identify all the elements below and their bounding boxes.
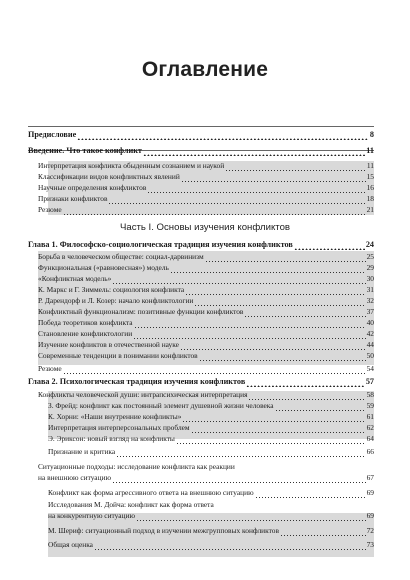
entry-page: 15 [366, 172, 374, 181]
toc-entry[interactable] [38, 263, 374, 273]
entry-title: Классификации видов конфликтных явлений [38, 172, 180, 181]
top-rule [28, 126, 374, 127]
toc-entry[interactable] [38, 285, 374, 295]
toc-entry[interactable] [38, 252, 374, 262]
entry-page: 30 [366, 274, 374, 283]
entry-page: 29 [366, 263, 374, 272]
toc-chapter-2[interactable] [28, 377, 374, 387]
entry-page: 69 [366, 511, 374, 520]
entry-page: 64 [366, 434, 374, 443]
entry-page: 61 [366, 412, 374, 421]
toc-entry[interactable] [48, 526, 374, 536]
leader-dots [275, 402, 366, 411]
leader-dots [205, 253, 366, 262]
toc-entry[interactable] [48, 447, 374, 457]
entry-title: «Конфликтная модель» [38, 274, 112, 283]
entry-title: Победа теоретиков конфликта [38, 318, 133, 327]
entry-title: К. Хорни: «Наши внутренние конфликты» [48, 412, 182, 421]
entry-page: 69 [366, 488, 374, 497]
toc-entry[interactable] [38, 205, 374, 215]
toc-entry[interactable] [38, 329, 374, 339]
entry-page: 16 [366, 183, 374, 192]
entry-page: 42 [366, 329, 374, 338]
toc-entry[interactable] [38, 194, 374, 204]
toc-entry[interactable] [38, 340, 374, 350]
entry-title: К. Маркс и Г. Зиммель: социология конфликта [38, 285, 185, 294]
leader-dots [180, 341, 366, 350]
entry-page: 57 [365, 377, 374, 386]
leader-dots [147, 184, 365, 193]
entry-title: М. Шериф: ситуационный подход в изучении межгрупповых конфликтов [48, 526, 279, 535]
entry-page: 67 [366, 473, 374, 482]
toc-entry-wrapped-start[interactable] [38, 462, 374, 472]
entry-page: 66 [366, 447, 374, 456]
leader-dots [225, 162, 366, 171]
entry-page: 59 [366, 401, 374, 410]
leader-dots [112, 275, 365, 284]
toc-entry[interactable] [48, 511, 374, 521]
entry-title: Конфликт как форма агрессивного ответа на внешнюю ситуацию [48, 488, 254, 497]
leader-dots [112, 474, 366, 483]
toc-entry-preface[interactable] [28, 130, 374, 140]
entry-page: 21 [366, 205, 374, 214]
entry-title: Становление конфликтологии [38, 329, 133, 338]
leader-dots [136, 512, 366, 521]
entry-title: Предисловие [28, 130, 77, 139]
entry-title: Изучение конфликтов в отечественной науке [38, 340, 179, 349]
entry-page: 18 [366, 194, 374, 203]
toc-entry[interactable] [38, 318, 374, 328]
leader-dots [244, 308, 365, 317]
leader-dots [94, 541, 366, 550]
entry-page: 25 [366, 252, 374, 261]
toc-entry[interactable] [48, 540, 374, 550]
entry-page: 44 [366, 340, 374, 349]
toc-entry[interactable] [38, 296, 374, 306]
leader-dots [143, 147, 365, 156]
leader-dots [255, 489, 366, 498]
toc-entry[interactable] [38, 183, 374, 193]
toc-entry[interactable] [48, 423, 374, 433]
leader-dots [170, 264, 366, 273]
entry-title: Современные тенденции в понимании конфликтов [38, 351, 198, 360]
entry-title: Борьба в человеческом обществе: социал-дарвинизм [38, 252, 204, 261]
toc-entry-introduction[interactable] [28, 146, 374, 156]
entry-title: Глава 1. Философско-социологическая традиция изучения конфликтов [28, 240, 293, 249]
entry-title: Введение. Что такое конфликт [28, 146, 142, 155]
entry-title: Научные определения конфликтов [38, 183, 147, 192]
entry-title: Функциональная («равновесная») модель [38, 263, 169, 272]
leader-dots [199, 352, 366, 361]
entry-page: 73 [366, 540, 374, 549]
entry-title: Резюме [38, 364, 62, 373]
leader-dots [194, 297, 365, 306]
toc-entry[interactable] [48, 401, 374, 411]
entry-title: Признаки конфликтов [38, 194, 108, 203]
entry-page: 11 [366, 161, 374, 170]
leader-dots [63, 365, 366, 374]
entry-page: 54 [366, 364, 374, 373]
page-title: Оглавление [141, 58, 269, 81]
toc-entry[interactable] [48, 488, 374, 498]
entry-title: Общая оценка [48, 540, 93, 549]
leader-dots [191, 424, 366, 433]
entry-title: Интерпретация интерперсональных проблем [48, 423, 190, 432]
leader-dots [77, 131, 369, 140]
toc-entry[interactable] [38, 364, 374, 374]
toc-entry[interactable] [38, 351, 374, 361]
toc-entry[interactable] [38, 307, 374, 317]
leader-dots [133, 330, 365, 339]
entry-page: 11 [366, 146, 374, 155]
entry-page: 8 [369, 130, 374, 139]
leader-dots [246, 378, 365, 387]
entry-page: 62 [366, 423, 374, 432]
entry-page: 24 [365, 240, 374, 249]
leader-dots [134, 319, 366, 328]
toc-entry[interactable] [38, 172, 374, 182]
entry-title: Интерпретация конфликта обыденным сознанием и наукой [38, 161, 225, 170]
entry-title: Конфликты человеческой души: интрапсихическая интерпретация [38, 390, 248, 399]
entry-page: 37 [366, 307, 374, 316]
toc-entry[interactable] [38, 161, 374, 171]
entry-page: 50 [366, 351, 374, 360]
leader-dots [176, 435, 366, 444]
entry-title: Признание и критика [48, 447, 116, 456]
entry-title: Конфликтный функционализм: позитивные функции конфликтов [38, 307, 244, 316]
toc-entry[interactable] [38, 274, 374, 284]
entry-page: 40 [366, 318, 374, 327]
entry-page: 31 [366, 285, 374, 294]
entry-title: на внешнюю ситуацию [38, 473, 112, 482]
leader-dots [181, 173, 366, 182]
toc-entry-wrapped-start[interactable] [48, 500, 374, 510]
entry-page: 72 [366, 526, 374, 535]
leader-dots [108, 195, 365, 204]
entry-title: на конкурентную ситуацию [48, 511, 135, 520]
entry-title: Исследования М. Дойча: конфликт как форма ответа [48, 500, 214, 509]
entry-title: Ситуационные подходы: исследование конфликта как реакции [38, 462, 235, 471]
leader-dots [280, 527, 366, 536]
toc-chapter-1[interactable] [28, 240, 374, 250]
entry-title: З. Фрейд: конфликт как постоянный элемент душевной жизни человека [48, 401, 274, 410]
leader-dots [248, 391, 365, 400]
entry-title: Резюме [38, 205, 62, 214]
leader-dots [63, 206, 366, 215]
entry-title: Р. Дарендорф и Л. Козер: начало конфликтологии [38, 296, 194, 305]
entry-title: Э. Эриксон: новый взгляд на конфликты [48, 434, 175, 443]
toc-entry[interactable] [38, 473, 374, 483]
part-title: Часть I. Основы изучения конфликтов [119, 222, 291, 233]
toc-entry[interactable] [48, 434, 374, 444]
entry-page: 32 [366, 296, 374, 305]
leader-dots [116, 448, 365, 457]
toc-entry[interactable] [48, 412, 374, 422]
entry-title: Глава 2. Психологическая традиция изучения конфликтов [28, 377, 246, 386]
toc-entry[interactable] [38, 390, 374, 400]
leader-dots [185, 286, 365, 295]
leader-dots [182, 413, 365, 422]
leader-dots [294, 241, 365, 250]
entry-page: 58 [366, 390, 374, 399]
